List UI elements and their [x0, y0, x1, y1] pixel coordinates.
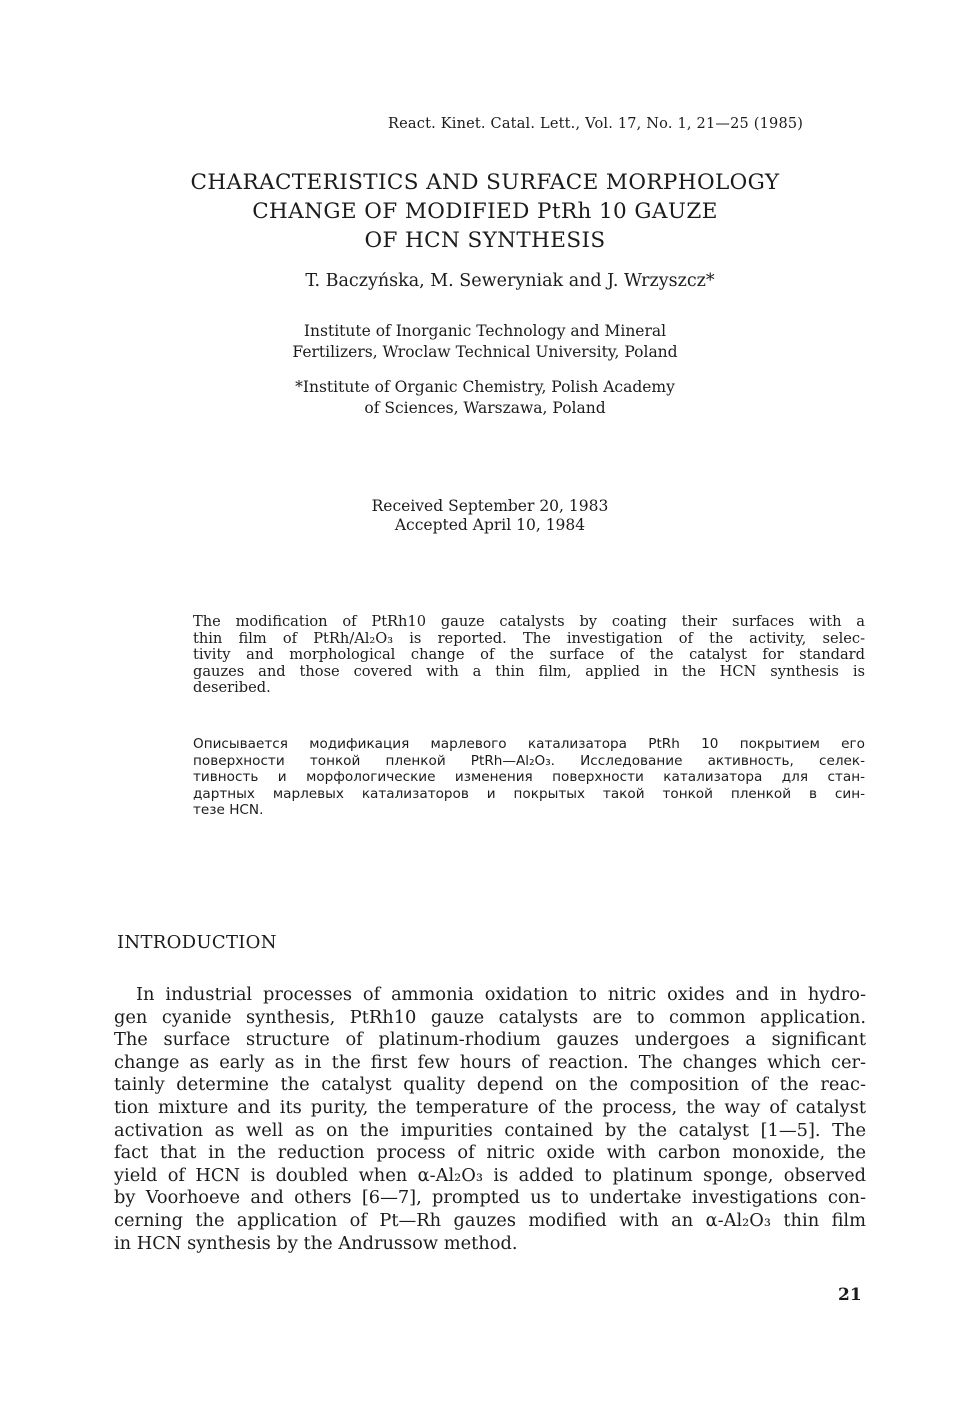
abstract-line: тезе HCN. — [193, 802, 264, 819]
paragraph-line: change as early as in the first few hours of reaction. The changes which cer- — [114, 1051, 866, 1073]
paragraph-line: in HCN synthesis by the Andrussow method. — [114, 1232, 518, 1254]
affiliation-line: Institute of Inorganic Technology and Mineral — [303, 322, 667, 340]
journal-reference: React. Kinet. Catal. Lett., Vol. 17, No. 1, 21—25 (1985) — [388, 116, 804, 132]
affiliation-2 — [140, 377, 830, 419]
page-number: 21 — [838, 1285, 862, 1305]
abstract-line: deseribed. — [193, 680, 271, 697]
author-list: T. Baczyńska, M. Seweryniak and J. Wrzyszcz* — [305, 271, 715, 291]
abstract-line: Описывается модификация марлевого катализатора PtRh 10 покрытием его — [193, 736, 865, 752]
paragraph-line: tainly determine the catalyst quality depend on the composition of the reac- — [114, 1074, 866, 1096]
introduction-paragraph — [114, 984, 866, 1255]
abstract-line: tivity and morphological change of the surface of the catalyst for standard — [193, 647, 865, 664]
abstract-line: поверхности тонкой пленкой PtRh—Al₂O₃. Исследование активность, селек- — [193, 752, 865, 769]
paragraph-line: In industrial processes of ammonia oxidation to nitric oxides and in hydro- — [136, 984, 866, 1005]
paragraph-line: The surface structure of platinum-rhodium gauzes undergoes a significant — [114, 1029, 866, 1051]
abstract-line: тивность и морфологические изменения поверхности катализатора для стан- — [193, 769, 865, 786]
affiliation-line: Fertilizers, Wroclaw Technical University, Poland — [292, 343, 678, 361]
abstract-russian — [193, 736, 865, 819]
paragraph-line: cerning the application of Pt—Rh gauzes modified with an α-Al₂O₃ thin film — [114, 1209, 866, 1231]
title-line: OF HCN SYNTHESIS — [364, 228, 606, 253]
paragraph-line: activation as well as on the impurities contained by the catalyst [1—5]. The — [114, 1119, 866, 1141]
affiliation-line: *Institute of Organic Chemistry, Polish Academy — [295, 378, 675, 396]
affiliation-line: of Sciences, Warszawa, Poland — [364, 399, 606, 417]
abstract-english — [193, 614, 865, 697]
title-line: CHARACTERISTICS AND SURFACE MORPHOLOGY — [190, 170, 780, 195]
title-line: CHANGE OF MODIFIED PtRh 10 GAUZE — [252, 199, 718, 224]
abstract-line: дартных марлевых катализаторов и покрытых такой тонкой пленкой в син- — [193, 785, 865, 802]
paragraph-line: tion mixture and its purity, the temperature of the process, the way of catalyst — [114, 1096, 866, 1118]
abstract-line: thin film of PtRh/Al₂O₃ is reported. The investigation of the activity, selec- — [193, 630, 865, 647]
affiliation-1 — [140, 321, 830, 363]
paragraph-line: gen cyanide synthesis, PtRh10 gauze catalysts are to common application. — [114, 1006, 866, 1028]
submission-dates — [300, 497, 680, 535]
paragraph-line: by Voorhoeve and others [6—7], prompted us to undertake investigations con- — [114, 1187, 866, 1209]
article-title — [140, 168, 830, 255]
paragraph-line: yield of HCN is doubled when α-Al₂O₃ is added to platinum sponge, observed — [114, 1164, 866, 1186]
received-date: Received September 20, 1983 — [371, 497, 609, 515]
abstract-line: The modification of PtRh10 gauze catalysts by coating their surfaces with a — [193, 614, 865, 630]
paragraph-line: fact that in the reduction process of nitric oxide with carbon monoxide, the — [114, 1142, 866, 1164]
accepted-date: Accepted April 10, 1984 — [394, 516, 586, 534]
abstract-line: gauzes and those covered with a thin film, applied in the HCN synthesis is — [193, 663, 865, 680]
section-heading-introduction: INTRODUCTION — [117, 932, 277, 953]
